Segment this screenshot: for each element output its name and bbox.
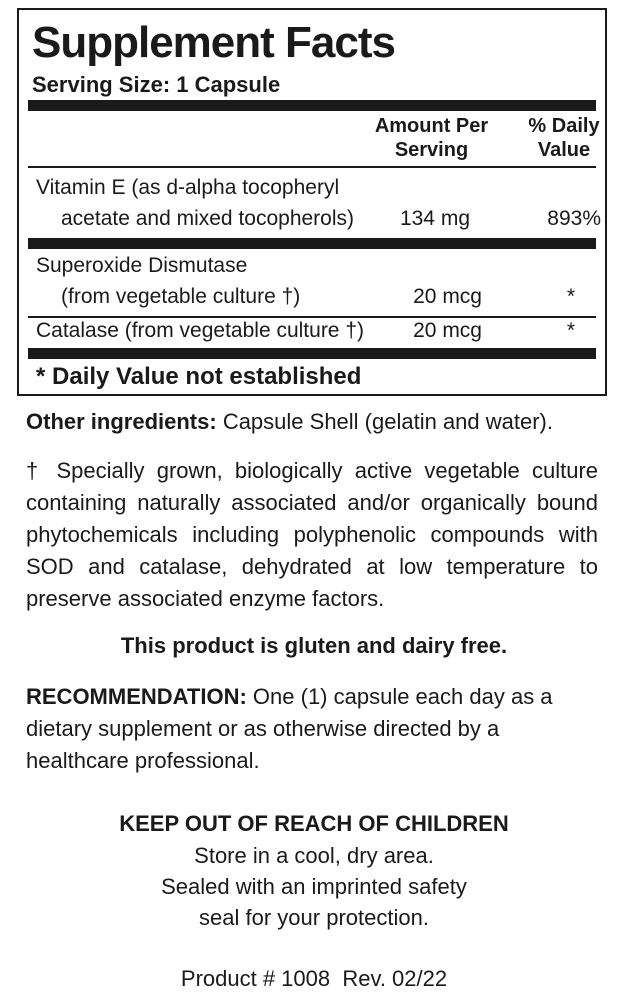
thick-rule bbox=[28, 100, 596, 111]
recommendation-text: dietary supplement or as otherwise directed by a bbox=[26, 716, 500, 741]
header-text: Amount Per bbox=[374, 115, 489, 137]
header-text: Value bbox=[537, 139, 591, 161]
warning-heading: KEEP OUT OF REACH OF CHILDREN bbox=[119, 811, 509, 836]
header-text: Serving bbox=[394, 139, 469, 161]
daily-value-header bbox=[519, 114, 609, 162]
row-daily-value: * bbox=[566, 285, 575, 308]
recommendation-label: RECOMMENDATION: bbox=[26, 684, 247, 709]
other-ingredients bbox=[26, 406, 598, 438]
row-daily-value: * bbox=[566, 319, 575, 342]
seal-note: Sealed with an imprinted safety bbox=[161, 874, 467, 899]
row-amount: 20 mcg bbox=[413, 285, 482, 308]
amount-per-serving-header bbox=[369, 114, 494, 162]
recommendation-line bbox=[26, 681, 598, 713]
row-daily-value: 893% bbox=[547, 207, 601, 230]
product-revision: Product # 1008 Rev. 02/22 bbox=[180, 966, 448, 991]
row-name: acetate and mixed tocopherols) bbox=[61, 207, 355, 230]
row-amount: 134 mg bbox=[399, 207, 470, 230]
thick-rule bbox=[28, 348, 596, 359]
recommendation-text: One (1) capsule each day as a bbox=[252, 684, 553, 709]
row-amount: 20 mcg bbox=[413, 319, 482, 342]
recommendation-text: healthcare professional. bbox=[26, 748, 260, 773]
supplement-facts-panel bbox=[17, 8, 607, 396]
allergen-statement: This product is gluten and dairy free. bbox=[120, 633, 508, 658]
other-ingredients-text: Capsule Shell (gelatin and water). bbox=[222, 409, 553, 434]
daily-value-footnote: * Daily Value not established bbox=[36, 363, 362, 390]
thin-rule bbox=[28, 166, 596, 168]
serving-size: Serving Size: 1 Capsule bbox=[32, 72, 281, 97]
row-name: Vitamin E (as d-alpha tocopheryl bbox=[36, 176, 340, 199]
thick-rule bbox=[28, 238, 596, 249]
storage-instruction: Store in a cool, dry area. bbox=[194, 843, 434, 868]
seal-note: seal for your protection. bbox=[199, 905, 429, 930]
row-name: Superoxide Dismutase bbox=[36, 254, 248, 277]
header-text: % Daily bbox=[528, 115, 600, 137]
row-name: (from vegetable culture †) bbox=[61, 285, 301, 308]
facts-title: Supplement Facts bbox=[32, 18, 395, 67]
row-name: Catalase (from vegetable culture †) bbox=[36, 319, 364, 342]
dagger-note: † Specially grown, biologically active vegetable culture containing naturally associated and/or organically bound phytochemicals including polyphenolic compounds with SOD and catalase, dehydrated at low temperature to preserve associated enzyme factors. bbox=[26, 458, 598, 611]
other-ingredients-label: Other ingredients: bbox=[26, 409, 217, 434]
recommendation bbox=[26, 681, 598, 777]
